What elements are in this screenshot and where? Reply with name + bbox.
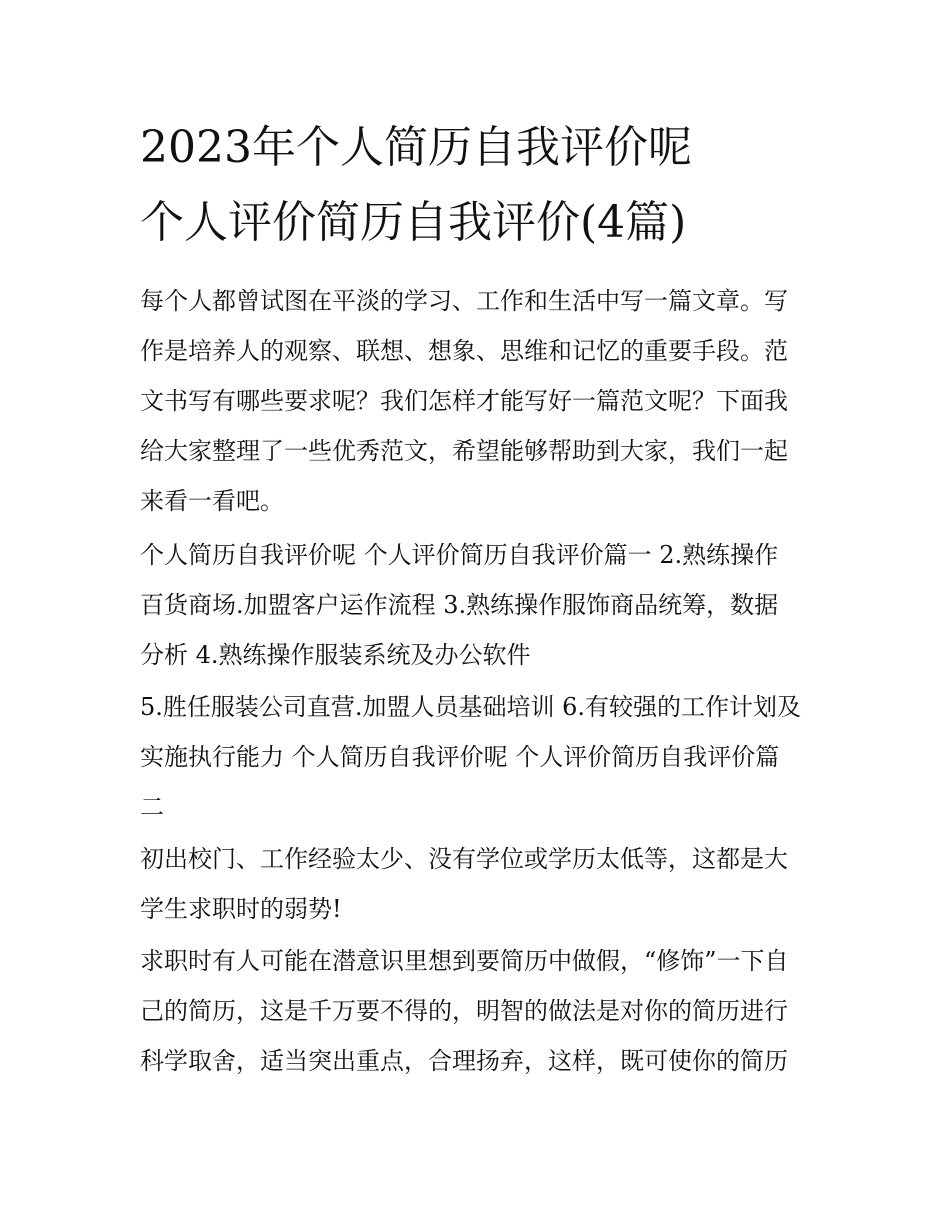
paragraph-intro bbox=[140, 276, 830, 526]
paragraph-line: 分析 4.熟练操作服装系统及办公软件 bbox=[140, 641, 531, 669]
paragraph-advice bbox=[140, 936, 830, 1086]
paragraph-line: 来看一看吧。 bbox=[140, 487, 284, 515]
paragraph-line: 实施执行能力 个人简历自我评价呢 个人评价简历自我评价篇 bbox=[140, 743, 780, 771]
paragraph-line: 学生求职时的弱势! bbox=[140, 895, 342, 923]
document-title-line-1: 2023年个人简历自我评价呢 bbox=[140, 122, 692, 173]
document-title-line-2: 个人评价简历自我评价(4篇) bbox=[140, 197, 687, 248]
paragraph-weakness bbox=[140, 834, 830, 934]
paragraph-line: 每个人都曾试图在平淡的学习、工作和生活中写一篇文章。写 bbox=[140, 287, 788, 315]
paragraph-line: 文书写有哪些要求呢？我们怎样才能写好一篇范文呢？下面我 bbox=[140, 387, 788, 415]
paragraph-line: 初出校门、工作经验太少、没有学位或学历太低等，这都是大 bbox=[140, 845, 788, 873]
paragraph-line: 二 bbox=[140, 793, 164, 821]
paragraph-line: 给大家整理了一些优秀范文，希望能够帮助到大家，我们一起 bbox=[140, 437, 788, 465]
paragraph-section-one bbox=[140, 530, 830, 680]
paragraph-line: 5.胜任服装公司直营.加盟人员基础培训 6.有较强的工作计划及 bbox=[140, 693, 802, 721]
paragraph-line: 作是培养人的观察、联想、想象、思维和记忆的重要手段。范 bbox=[140, 337, 788, 365]
paragraph-line: 己的简历，这是千万要不得的，明智的做法是对你的简历进行 bbox=[140, 997, 788, 1025]
paragraph-line: 科学取舍，适当突出重点，合理扬弃，这样，既可使你的简历 bbox=[140, 1047, 788, 1075]
paragraph-line: 百货商场.加盟客户运作流程 3.熟练操作服饰商品统筹，数据 bbox=[140, 591, 779, 619]
paragraph-line: 个人简历自我评价呢 个人评价简历自我评价篇一 2.熟练操作 bbox=[140, 541, 779, 569]
paragraph-skills bbox=[140, 682, 830, 832]
paragraph-line: 求职时有人可能在潜意识里想到要简历中做假，“修饰”一下自 bbox=[140, 947, 789, 975]
